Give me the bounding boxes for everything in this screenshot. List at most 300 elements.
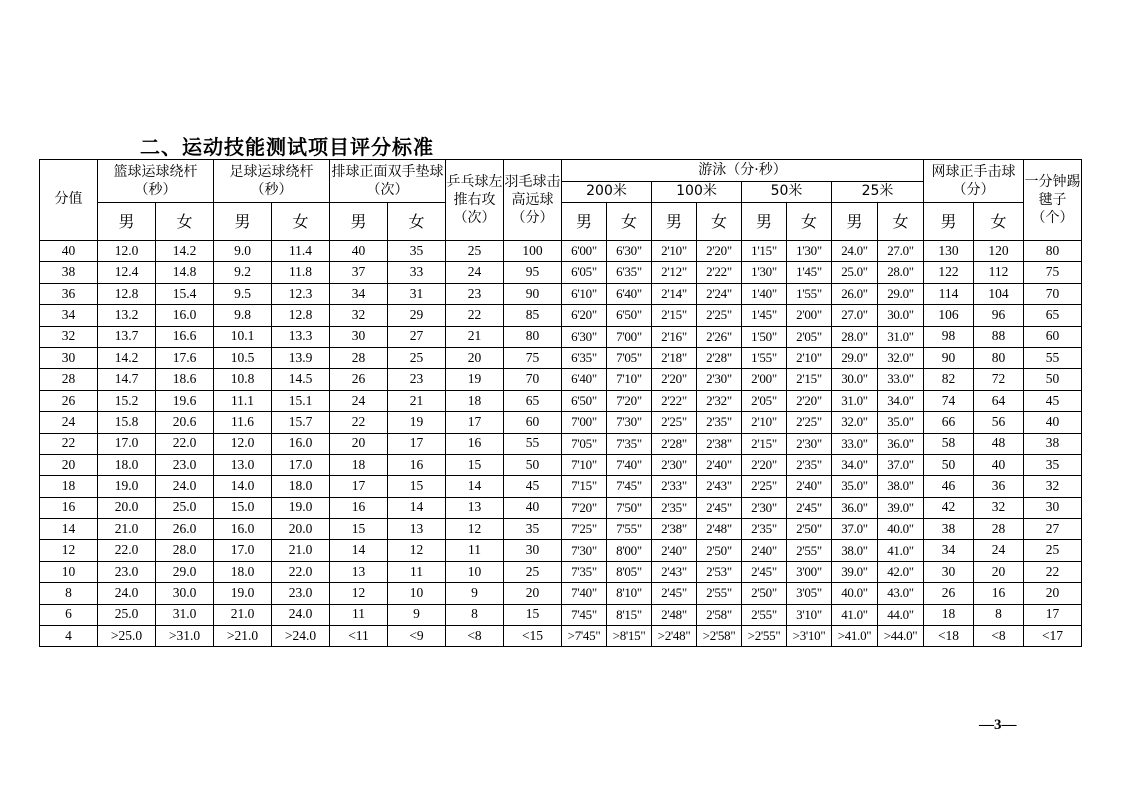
table-cell: 41.0": [832, 604, 878, 625]
table-cell: 9: [388, 604, 446, 625]
table-row: [40, 476, 1082, 497]
header-football: 足球运球绕杆（秒）: [214, 160, 330, 203]
table-cell: 2'20": [742, 454, 787, 475]
table-cell: 88: [974, 326, 1024, 347]
table-cell: 8'10": [607, 583, 652, 604]
table-cell: 30: [1024, 497, 1082, 518]
table-cell: 26.0: [156, 519, 214, 540]
table-cell: 21: [446, 326, 504, 347]
table-cell: 21.0: [98, 519, 156, 540]
table-cell: 58: [924, 433, 974, 454]
table-cell: 112: [974, 262, 1024, 283]
table-cell: 2'55": [742, 604, 787, 625]
table-cell: 80: [1024, 241, 1082, 262]
table-cell: 12: [388, 540, 446, 561]
table-cell: 15.2: [98, 390, 156, 411]
table-cell: 2'55": [787, 540, 832, 561]
table-cell: 35: [504, 519, 562, 540]
table-cell: 1'30": [787, 241, 832, 262]
table-cell: 20.0: [98, 497, 156, 518]
table-cell: 30: [924, 561, 974, 582]
table-cell: 1'50": [742, 326, 787, 347]
table-cell: 10.8: [214, 369, 272, 390]
table-cell: 2'38": [697, 433, 742, 454]
score-cell: 14: [40, 519, 98, 540]
table-cell: 22: [446, 305, 504, 326]
header-swimming: 游泳（分·秒）: [562, 160, 924, 182]
table-cell: 2'00": [742, 369, 787, 390]
table-cell: 2'45": [652, 583, 697, 604]
table-cell: 6'20": [562, 305, 607, 326]
table-cell: 11: [388, 561, 446, 582]
header-swim-50m: 50米: [742, 182, 832, 203]
table-cell: 15.4: [156, 283, 214, 304]
table-row: [40, 262, 1082, 283]
table-cell: 20: [504, 583, 562, 604]
table-cell: 13.9: [272, 347, 330, 368]
table-cell: 22.0: [98, 540, 156, 561]
table-cell: 37.0": [878, 454, 924, 475]
table-cell: 24: [446, 262, 504, 283]
table-cell: 17: [1024, 604, 1082, 625]
table-cell: 2'00": [787, 305, 832, 326]
table-cell: 2'48": [697, 519, 742, 540]
table-cell: 26: [330, 369, 388, 390]
table-cell: >41.0": [832, 626, 878, 647]
table-cell: 24.0: [98, 583, 156, 604]
table-cell: 2'48": [652, 604, 697, 625]
table-cell: 2'30": [652, 454, 697, 475]
table-cell: 2'43": [652, 561, 697, 582]
table-cell: 23.0: [272, 583, 330, 604]
table-cell: 7'50": [607, 497, 652, 518]
table-cell: 25: [388, 347, 446, 368]
table-cell: 15.0: [214, 497, 272, 518]
table-header: [40, 160, 1082, 241]
table-cell: 6'40": [562, 369, 607, 390]
table-cell: 6'30": [607, 241, 652, 262]
table-cell: 16: [330, 497, 388, 518]
table-cell: 17.0: [98, 433, 156, 454]
table-row: [40, 412, 1082, 433]
table-cell: 23.0: [156, 454, 214, 475]
header-female: 女: [272, 203, 330, 241]
table-cell: 6'35": [607, 262, 652, 283]
table-cell: 24.0": [832, 241, 878, 262]
table-cell: <18: [924, 626, 974, 647]
table-cell: 8'15": [607, 604, 652, 625]
table-cell: 2'20": [787, 390, 832, 411]
table-cell: 7'35": [607, 433, 652, 454]
table-cell: 20: [330, 433, 388, 454]
table-cell: <9: [388, 626, 446, 647]
table-cell: 2'22": [697, 262, 742, 283]
table-row: [40, 326, 1082, 347]
table-cell: >31.0: [156, 626, 214, 647]
table-cell: 19: [446, 369, 504, 390]
table-cell: 15.1: [272, 390, 330, 411]
score-cell: 12: [40, 540, 98, 561]
table-cell: 75: [1024, 262, 1082, 283]
table-cell: 1'45": [742, 305, 787, 326]
table-cell: 2'38": [652, 519, 697, 540]
table-cell: 74: [924, 390, 974, 411]
table-cell: 28.0": [832, 326, 878, 347]
table-cell: 130: [924, 241, 974, 262]
score-cell: 30: [40, 347, 98, 368]
table-cell: 48: [974, 433, 1024, 454]
table-cell: 10: [388, 583, 446, 604]
table-cell: 55: [1024, 347, 1082, 368]
table-cell: 32.0": [878, 347, 924, 368]
header-female: 女: [974, 203, 1024, 241]
table-cell: 18.0: [214, 561, 272, 582]
table-cell: 106: [924, 305, 974, 326]
table-cell: 7'00": [562, 412, 607, 433]
table-cell: 31.0: [156, 604, 214, 625]
table-cell: 33: [388, 262, 446, 283]
header-male: 男: [98, 203, 156, 241]
table-cell: 70: [1024, 283, 1082, 304]
table-cell: 2'35": [652, 497, 697, 518]
table-cell: 30: [330, 326, 388, 347]
header-male: 男: [214, 203, 272, 241]
table-cell: 8: [446, 604, 504, 625]
table-cell: 2'58": [697, 604, 742, 625]
table-cell: 72: [974, 369, 1024, 390]
table-cell: 2'05": [742, 390, 787, 411]
table-cell: 2'33": [652, 476, 697, 497]
table-cell: 30.0": [878, 305, 924, 326]
table-cell: 8'00": [607, 540, 652, 561]
table-cell: 15.8: [98, 412, 156, 433]
table-cell: 19.0: [272, 497, 330, 518]
table-cell: 2'55": [697, 583, 742, 604]
table-cell: 27.0": [832, 305, 878, 326]
table-cell: 16.6: [156, 326, 214, 347]
table-cell: 25: [1024, 540, 1082, 561]
table-row: [40, 604, 1082, 625]
table-row: [40, 241, 1082, 262]
page-number: —3—: [979, 717, 1017, 733]
table-cell: 2'20": [652, 369, 697, 390]
table-cell: 40: [504, 497, 562, 518]
table-cell: 12.0: [214, 433, 272, 454]
table-cell: 80: [504, 326, 562, 347]
table-cell: 20: [974, 561, 1024, 582]
table-row: [40, 540, 1082, 561]
table-cell: 12.8: [272, 305, 330, 326]
table-cell: 31: [388, 283, 446, 304]
table-cell: 2'45": [697, 497, 742, 518]
table-cell: 27: [388, 326, 446, 347]
table-cell: 18: [924, 604, 974, 625]
table-cell: 2'40": [697, 454, 742, 475]
table-cell: 2'22": [652, 390, 697, 411]
table-cell: 42: [924, 497, 974, 518]
table-cell: 13.7: [98, 326, 156, 347]
table-cell: 28.0": [878, 262, 924, 283]
table-cell: 9.8: [214, 305, 272, 326]
score-cell: 10: [40, 561, 98, 582]
table-cell: 40.0": [878, 519, 924, 540]
header-tennis: 网球正手击球（分）: [924, 160, 1024, 203]
table-cell: 65: [504, 390, 562, 411]
header-score: 分值: [40, 160, 98, 241]
table-cell: 2'25": [652, 412, 697, 433]
table-cell: 35.0": [878, 412, 924, 433]
score-cell: 26: [40, 390, 98, 411]
header-female: 女: [697, 203, 742, 241]
table-cell: 15: [388, 476, 446, 497]
table-cell: 16: [974, 583, 1024, 604]
table-cell: 11.4: [272, 241, 330, 262]
table-cell: 38: [1024, 433, 1082, 454]
table-cell: 50: [1024, 369, 1082, 390]
score-cell: 24: [40, 412, 98, 433]
table-cell: 2'45": [787, 497, 832, 518]
header-male: 男: [832, 203, 878, 241]
table-cell: 7'15": [562, 476, 607, 497]
table-row: [40, 519, 1082, 540]
table-cell: 28: [330, 347, 388, 368]
score-cell: 8: [40, 583, 98, 604]
table-cell: 13.0: [214, 454, 272, 475]
table-cell: 19: [388, 412, 446, 433]
table-cell: 2'53": [697, 561, 742, 582]
table-cell: 7'20": [607, 390, 652, 411]
table-cell: >2'55": [742, 626, 787, 647]
table-cell: 14.2: [156, 241, 214, 262]
table-cell: 28: [974, 519, 1024, 540]
table-cell: 7'35": [562, 561, 607, 582]
table-cell: 37.0": [832, 519, 878, 540]
table-cell: 17.0: [272, 454, 330, 475]
table-cell: 2'28": [652, 433, 697, 454]
table-cell: >2'58": [697, 626, 742, 647]
table-row: [40, 347, 1082, 368]
header-female: 女: [388, 203, 446, 241]
table-cell: 25.0: [156, 497, 214, 518]
table-cell: 25.0: [98, 604, 156, 625]
table-cell: 10: [446, 561, 504, 582]
table-cell: 66: [924, 412, 974, 433]
table-body: [40, 241, 1082, 647]
table-cell: 39.0": [878, 497, 924, 518]
header-female: 女: [607, 203, 652, 241]
table-cell: 14.2: [98, 347, 156, 368]
table-cell: 56: [974, 412, 1024, 433]
table-cell: 2'50": [742, 583, 787, 604]
table-cell: 39.0": [832, 561, 878, 582]
table-cell: 2'14": [652, 283, 697, 304]
table-row: [40, 433, 1082, 454]
table-cell: 20: [1024, 583, 1082, 604]
table-cell: 38.0": [878, 476, 924, 497]
score-cell: 20: [40, 454, 98, 475]
table-cell: 11.6: [214, 412, 272, 433]
table-cell: 34.0": [878, 390, 924, 411]
table-cell: 2'24": [697, 283, 742, 304]
score-cell: 38: [40, 262, 98, 283]
table-cell: 45: [504, 476, 562, 497]
table-cell: 9.5: [214, 283, 272, 304]
table-cell: 32.0": [832, 412, 878, 433]
table-cell: 12: [330, 583, 388, 604]
table-cell: 12.0: [98, 241, 156, 262]
table-cell: 7'05": [607, 347, 652, 368]
table-row: [40, 390, 1082, 411]
table-row: [40, 369, 1082, 390]
table-cell: 2'12": [652, 262, 697, 283]
table-cell: 11: [446, 540, 504, 561]
table-cell: 2'32": [697, 390, 742, 411]
header-swim-25m: 25米: [832, 182, 924, 203]
table-cell: 11.8: [272, 262, 330, 283]
table-cell: 7'05": [562, 433, 607, 454]
table-cell: 2'50": [697, 540, 742, 561]
table-cell: 31.0": [878, 326, 924, 347]
table-cell: <17: [1024, 626, 1082, 647]
table-cell: 11: [330, 604, 388, 625]
table-cell: 40: [974, 454, 1024, 475]
table-cell: 23.0: [98, 561, 156, 582]
score-cell: 6: [40, 604, 98, 625]
table-cell: >7'45": [562, 626, 607, 647]
table-cell: 2'35": [742, 519, 787, 540]
table-cell: 14: [388, 497, 446, 518]
table-cell: 3'10": [787, 604, 832, 625]
table-cell: 29.0": [832, 347, 878, 368]
table-cell: 22.0: [272, 561, 330, 582]
table-cell: 50: [504, 454, 562, 475]
score-cell: 40: [40, 241, 98, 262]
table-cell: 24: [330, 390, 388, 411]
table-cell: 104: [974, 283, 1024, 304]
table-cell: 2'10": [787, 347, 832, 368]
table-cell: 6'50": [562, 390, 607, 411]
table-cell: 18: [330, 454, 388, 475]
table-cell: 35: [1024, 454, 1082, 475]
table-cell: 21: [388, 390, 446, 411]
table-cell: 2'30": [742, 497, 787, 518]
table-cell: 14.0: [214, 476, 272, 497]
table-cell: 90: [924, 347, 974, 368]
table-cell: 1'30": [742, 262, 787, 283]
table-cell: 7'40": [607, 454, 652, 475]
header-male: 男: [924, 203, 974, 241]
table-cell: 85: [504, 305, 562, 326]
table-cell: 40.0": [832, 583, 878, 604]
table-cell: 2'18": [652, 347, 697, 368]
table-row: [40, 561, 1082, 582]
table-cell: 2'26": [697, 326, 742, 347]
table-cell: 30.0": [832, 369, 878, 390]
table-cell: 2'15": [652, 305, 697, 326]
table-cell: 19.6: [156, 390, 214, 411]
table-cell: 17.0: [214, 540, 272, 561]
header-male: 男: [652, 203, 697, 241]
table-cell: 95: [504, 262, 562, 283]
table-cell: 16: [388, 454, 446, 475]
table-cell: 40: [1024, 412, 1082, 433]
table-cell: 2'20": [697, 241, 742, 262]
score-cell: 18: [40, 476, 98, 497]
header-male: 男: [742, 203, 787, 241]
header-female: 女: [787, 203, 832, 241]
table-cell: 2'10": [742, 412, 787, 433]
table-cell: 31.0": [832, 390, 878, 411]
table-cell: 36: [974, 476, 1024, 497]
table-cell: 2'40": [652, 540, 697, 561]
table-cell: 2'16": [652, 326, 697, 347]
table-cell: 14.8: [156, 262, 214, 283]
table-cell: 20.0: [272, 519, 330, 540]
table-cell: 64: [974, 390, 1024, 411]
table-cell: 6'10": [562, 283, 607, 304]
table-cell: 14.7: [98, 369, 156, 390]
table-cell: 21.0: [214, 604, 272, 625]
header-volleyball: 排球正面双手垫球（次）: [330, 160, 446, 203]
table-cell: 98: [924, 326, 974, 347]
table-cell: 17: [330, 476, 388, 497]
table-cell: 22: [1024, 561, 1082, 582]
score-cell: 22: [40, 433, 98, 454]
score-cell: 32: [40, 326, 98, 347]
table-cell: 1'55": [742, 347, 787, 368]
table-cell: 2'50": [787, 519, 832, 540]
table-cell: 35: [388, 241, 446, 262]
table-cell: 33.0": [832, 433, 878, 454]
table-cell: 1'45": [787, 262, 832, 283]
table-cell: 41.0": [878, 540, 924, 561]
table-cell: >24.0: [272, 626, 330, 647]
table-cell: 100: [504, 241, 562, 262]
table-cell: 80: [974, 347, 1024, 368]
table-cell: 44.0": [878, 604, 924, 625]
table-row: [40, 283, 1082, 304]
table-cell: 32: [974, 497, 1024, 518]
table-cell: 7'10": [562, 454, 607, 475]
table-row: [40, 305, 1082, 326]
table-cell: 90: [504, 283, 562, 304]
table-cell: 7'30": [562, 540, 607, 561]
table-cell: 16: [446, 433, 504, 454]
table-cell: <11: [330, 626, 388, 647]
table-cell: 37: [330, 262, 388, 283]
table-cell: 7'30": [607, 412, 652, 433]
header-swim-200m: 200米: [562, 182, 652, 203]
table-cell: 6'30": [562, 326, 607, 347]
table-cell: 2'30": [697, 369, 742, 390]
table-cell: 26.0": [832, 283, 878, 304]
table-cell: 24: [974, 540, 1024, 561]
table-cell: 7'25": [562, 519, 607, 540]
table-cell: 9.0: [214, 241, 272, 262]
table-cell: 26: [924, 583, 974, 604]
table-cell: 19.0: [214, 583, 272, 604]
table-cell: >44.0": [878, 626, 924, 647]
table-cell: 2'35": [697, 412, 742, 433]
table-cell: 18.6: [156, 369, 214, 390]
table-cell: 16.0: [214, 519, 272, 540]
table-cell: 2'30": [787, 433, 832, 454]
table-cell: 2'05": [787, 326, 832, 347]
table-cell: 17.6: [156, 347, 214, 368]
score-cell: 36: [40, 283, 98, 304]
table-cell: 21.0: [272, 540, 330, 561]
table-cell: 30.0: [156, 583, 214, 604]
